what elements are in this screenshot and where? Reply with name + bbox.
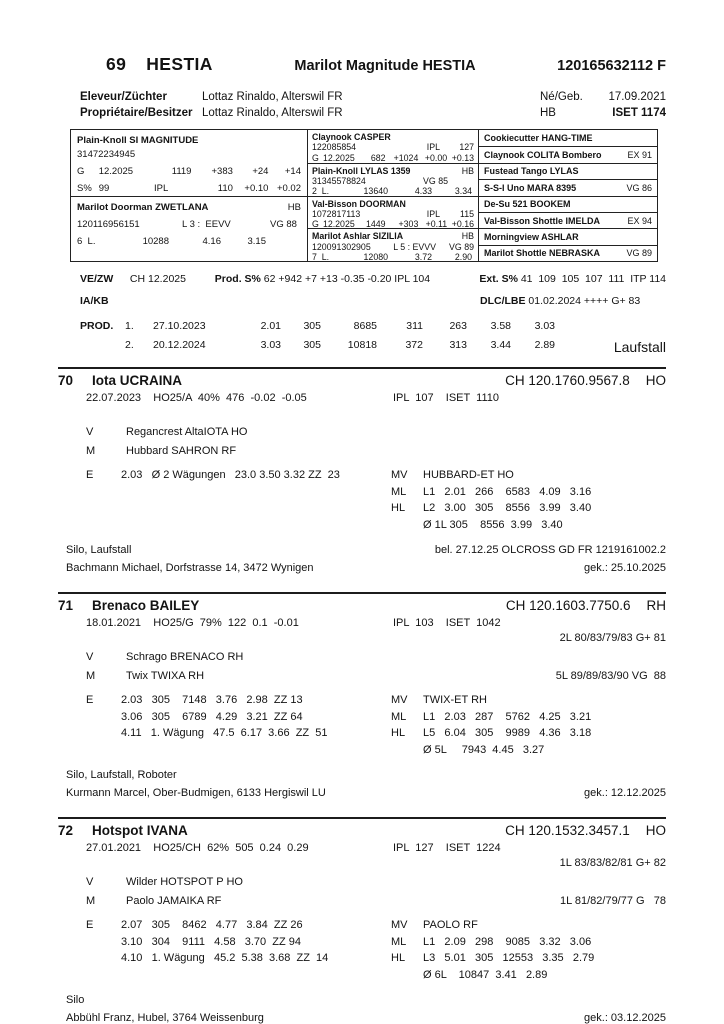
perf-label: ML xyxy=(391,485,407,498)
sire-row xyxy=(86,875,666,890)
perf-label: HL xyxy=(391,502,406,514)
perf-label: HL xyxy=(391,952,406,964)
animal-full-name: Marilot Magnitude HESTIA xyxy=(294,58,476,74)
gp-cell: 12080 xyxy=(363,251,388,262)
perf-row xyxy=(86,709,391,726)
prod-rows xyxy=(125,317,555,355)
prod-section-label: PROD. xyxy=(80,320,114,332)
perf-values: 2.03 305 7148 3.76 2.98 ZZ 13 xyxy=(121,694,303,706)
catalog-entry-72 xyxy=(58,819,666,1024)
dam-hb-flag: HB xyxy=(287,201,301,213)
gp-cell: +0.00 xyxy=(424,152,448,163)
sire-g-cell: G xyxy=(77,166,85,177)
perf-label: E xyxy=(86,694,94,706)
gp-values-row xyxy=(312,219,474,229)
owner-row xyxy=(80,105,343,121)
ggp-row xyxy=(479,212,657,228)
own-performance xyxy=(86,917,391,983)
ggp-rating: EX 91 xyxy=(627,150,652,161)
dam-prod-cell: 4.16 xyxy=(202,235,221,247)
gp-lact-class: L 5 : EVVV xyxy=(393,241,436,252)
perf-row xyxy=(391,500,591,517)
sire-name: Wilder HOTSPOT P HO xyxy=(126,876,243,888)
prod-cell: 2.01 xyxy=(260,320,281,332)
entry-number: 72 xyxy=(58,823,74,838)
entry-ipl-iset: IPL 127 ISET 1224 xyxy=(393,842,501,854)
perf-label xyxy=(86,950,121,967)
perf-values: 3.06 305 6789 4.29 3.21 ZZ 64 xyxy=(121,710,303,723)
iakb-label: IA/KB xyxy=(80,295,109,307)
gp-hb-flag: HB xyxy=(461,231,474,242)
dam-prod-cell: 10288 xyxy=(142,235,169,247)
pedigree-parents-column xyxy=(71,130,307,261)
gp-cell: 12.2025 xyxy=(322,152,355,163)
prod-cell: 1. xyxy=(125,320,134,332)
sire-row xyxy=(86,425,666,440)
catalog-entry-71 xyxy=(58,594,666,805)
gp-number: 122085854 xyxy=(312,142,357,153)
sire-label: V xyxy=(86,651,94,663)
gp-cell: 2.90 xyxy=(454,251,472,262)
gp-name: Val-Bisson DOORMAN xyxy=(312,198,406,209)
breeder-label: Eleveur/Züchter xyxy=(80,91,167,103)
gp-cell: 4.33 xyxy=(414,186,432,197)
dlc-value-string: 01.02.2024 ++++ G+ 83 xyxy=(525,295,641,307)
prod-cell: 2.89 xyxy=(534,339,555,351)
pedigree-greatgrandparents-column xyxy=(479,130,657,261)
sire-s-cell: 110 xyxy=(217,183,233,194)
entry-id-group xyxy=(505,823,666,838)
iakb-row xyxy=(80,294,666,309)
dam-performance xyxy=(391,692,591,758)
dlc-values xyxy=(480,294,640,309)
prod-cell: 8685 xyxy=(353,320,377,332)
gp-name: Claynook CASPER xyxy=(312,132,391,142)
ggp-row xyxy=(479,228,657,244)
perf-label: MV xyxy=(391,469,408,481)
sire-row xyxy=(86,650,666,665)
dam-row xyxy=(86,444,666,459)
perf-values: L1 2.01 266 6583 4.09 3.16 xyxy=(423,485,592,498)
entry-housing: Silo, Laufstall, Roboter xyxy=(66,769,177,781)
entry-detail-row xyxy=(86,615,666,631)
grandparent-box-dam-sire xyxy=(308,196,478,229)
prod-values xyxy=(215,272,480,287)
gp-ipl-label: IPL xyxy=(426,208,440,219)
perf-values: 3.10 304 9111 4.58 3.70 ZZ 94 xyxy=(121,935,301,948)
ggp-row xyxy=(479,146,657,162)
entry-lactation-score: 2L 80/83/79/83 G+ 81 xyxy=(559,632,666,644)
breeding-values-section xyxy=(80,272,666,309)
life-number: 120165632112 F xyxy=(557,58,666,74)
own-performance xyxy=(86,692,391,758)
grandparent-box-sire-sire xyxy=(308,130,478,163)
entry-id: CH 120.1760.9567.8 xyxy=(505,373,630,388)
dam-name-row xyxy=(77,201,301,215)
perf-label: ML xyxy=(391,710,407,723)
breeder-info-block xyxy=(80,89,666,121)
own-performance xyxy=(86,467,391,533)
gp-cell: 3.34 xyxy=(454,186,472,197)
gp-values-row xyxy=(312,153,474,163)
gp-name: Marilot Ashlar SIZILIA xyxy=(312,231,404,242)
perf-row xyxy=(391,484,591,501)
gp-cell: +0.11 xyxy=(425,219,448,230)
entry-bred-info: bel. 27.12.25 OLCROSS GD FR 1219161002.2 xyxy=(434,544,666,556)
entry-id: CH 120.1532.3457.1 xyxy=(505,823,630,838)
entry-name: Brenaco BAILEY xyxy=(92,598,200,613)
herdbook-row xyxy=(540,105,666,121)
ggp-name: S-S-I Uno MARA 8395 xyxy=(484,182,577,193)
entry-owner: Kurmann Marcel, Ober-Budmigen, 6133 Hergiswil LU xyxy=(66,787,326,799)
lot-title xyxy=(106,54,213,75)
gp-rating: VG 89 xyxy=(449,241,474,252)
animal-short-name: HESTIA xyxy=(146,54,213,74)
prod-cell: 2. xyxy=(125,339,134,351)
sire-g-cell: +24 xyxy=(252,166,269,177)
ggp-name: Fustead Tango LYLAS xyxy=(484,166,579,177)
perf-values: Ø 5L 7943 4.45 3.27 xyxy=(423,743,545,756)
gp-cell: 13640 xyxy=(363,186,388,197)
prod-value-string: 62 +942 +7 +13 -0.35 -0.20 IPL 104 xyxy=(260,273,431,285)
entry-owner: Abbühl Franz, Hubel, 3764 Weissenburg xyxy=(66,1012,264,1024)
entry-name: Hotspot IVANA xyxy=(92,823,188,838)
performance-block xyxy=(86,692,666,758)
gp-cell: 682 xyxy=(370,152,386,163)
breeder-value: Lottaz Rinaldo, Alterswil FR xyxy=(202,91,343,103)
perf-values: HUBBARD-ET HO xyxy=(423,469,514,481)
owner-row xyxy=(66,560,666,580)
prod-cell: 263 xyxy=(449,320,467,332)
perf-row xyxy=(86,950,391,967)
entry-id-group xyxy=(505,373,666,388)
prod-cell: 27.10.2023 xyxy=(153,320,206,332)
perf-values: 4.11 1. Wägung 47.5 6.17 3.66 ZZ 51 xyxy=(121,727,328,739)
breeder-row xyxy=(80,89,343,105)
sire-g-cell: +383 xyxy=(211,166,233,177)
prod-cell: 3.03 xyxy=(534,320,555,332)
born-label: Né/Geb. xyxy=(540,91,583,103)
entry-header xyxy=(58,373,666,388)
perf-values: L5 6.04 305 9989 4.36 3.18 xyxy=(423,727,592,739)
perf-label xyxy=(391,967,423,984)
perf-row xyxy=(391,467,591,484)
performance-block xyxy=(86,917,666,983)
dam-lact-class: L 3 : EEVV xyxy=(182,218,231,230)
perf-row xyxy=(391,725,591,742)
entry-owner: Bachmann Michael, Dorfstrasse 14, 3472 Wynigen xyxy=(66,562,314,574)
dam-id-row xyxy=(77,218,301,232)
perf-label: MV xyxy=(391,919,408,931)
perf-values: Ø 6L 10847 3.41 2.89 xyxy=(423,968,548,981)
ggp-row xyxy=(479,179,657,195)
entry-calved-date: gek.: 03.12.2025 xyxy=(584,1012,666,1024)
prod-cell: 10818 xyxy=(347,339,377,351)
hb-label: HB xyxy=(540,107,556,119)
perf-values: PAOLO RF xyxy=(423,919,478,931)
entry-detail-values: 22.07.2023 HO25/A 40% 476 -0.02 -0.05 xyxy=(86,392,307,404)
sire-g-cell: 12.2025 xyxy=(98,166,134,177)
entry-number: 70 xyxy=(58,373,74,388)
gp-rating: VG 85 xyxy=(423,176,448,187)
entry-breed: HO xyxy=(645,823,666,838)
perf-row xyxy=(391,950,594,967)
prod-cell: 3.03 xyxy=(260,339,281,351)
dam-score: 5L 89/89/83/90 VG 88 xyxy=(555,670,666,682)
owner-row xyxy=(66,785,666,805)
gp-ipl-value: 127 xyxy=(459,142,474,153)
dam-label: M xyxy=(86,895,96,907)
gp-cell: +0.16 xyxy=(451,219,474,230)
ggp-row xyxy=(479,196,657,212)
ggp-name: Val-Bisson Shottle IMELDA xyxy=(484,215,601,226)
ggp-rating: VG 89 xyxy=(626,248,652,259)
birth-row xyxy=(540,89,666,105)
ggp-name: Cookiecutter HANG-TIME xyxy=(484,133,593,144)
perf-label: ML xyxy=(391,935,407,948)
gp-cell: +303 xyxy=(398,219,419,230)
gp-cell: +0.13 xyxy=(451,152,474,163)
entry-id-group xyxy=(506,598,666,613)
ext-value-string: 41 109 105 107 111 ITP 114 xyxy=(517,273,666,285)
ggp-name: Marilot Shottle NEBRASKA xyxy=(484,248,601,259)
dam-prod-row xyxy=(77,235,301,249)
perf-values: L2 3.00 305 8556 3.99 3.40 xyxy=(423,502,592,514)
perf-row xyxy=(391,709,591,726)
gp-ipl-value: 115 xyxy=(459,208,474,219)
dam-name: Marilot Doorman ZWETLANA xyxy=(77,201,209,213)
perf-row xyxy=(391,967,594,984)
entry-calved-date: gek.: 25.10.2025 xyxy=(584,562,666,574)
gp-values-row xyxy=(312,186,474,196)
gp-cell: G xyxy=(312,152,319,163)
born-date: 17.09.2021 xyxy=(608,91,666,103)
gp-number: 120091302905 xyxy=(312,241,371,252)
perf-label xyxy=(86,709,121,726)
prod-row-1 xyxy=(125,317,555,336)
perf-row xyxy=(391,934,594,951)
perf-row xyxy=(86,725,391,742)
pedigree-grandparents-column xyxy=(307,130,479,261)
pedigree-table xyxy=(70,129,658,262)
prod-cell: 372 xyxy=(405,339,423,351)
perf-values: L3 5.01 305 12553 3.35 2.79 xyxy=(423,952,595,964)
perf-row xyxy=(86,934,391,951)
ggp-rating: EX 94 xyxy=(627,215,652,226)
prod-cell: 313 xyxy=(449,339,467,351)
housing-row xyxy=(66,543,666,558)
sire-g-cell: +14 xyxy=(284,166,301,177)
dam-number: 120116956151 xyxy=(77,218,140,230)
dam-name: Hubbard SAHRON RF xyxy=(126,445,237,457)
sire-s-cell: +0.02 xyxy=(276,183,301,194)
perf-values: L1 2.03 287 5762 4.25 3.21 xyxy=(423,710,592,723)
gp-name: Plain-Knoll LYLAS 1359 xyxy=(312,165,411,176)
entry-id: CH 120.1603.7750.6 xyxy=(505,598,631,613)
entry-name: Iota UCRAINA xyxy=(92,373,182,388)
sire-s-cell: IPL xyxy=(153,183,169,194)
sire-name: Plain-Knoll SI MAGNITUDE xyxy=(77,135,199,146)
entry-header xyxy=(58,823,666,838)
gp-cell: 12.2025 xyxy=(322,219,355,230)
sire-s-row xyxy=(77,182,301,196)
ggp-name: De-Su 521 BOOKEM xyxy=(484,199,571,210)
gp-number: 31345578824 xyxy=(312,176,366,187)
housing-row xyxy=(66,993,666,1008)
dam-label: M xyxy=(86,670,96,682)
prod-label: Prod. S% xyxy=(214,273,261,285)
perf-label: HL xyxy=(391,727,406,739)
gp-cell: 1449 xyxy=(365,219,386,230)
gp-id-row xyxy=(312,176,474,186)
perf-label: E xyxy=(86,919,94,931)
owner-row xyxy=(66,1010,666,1024)
prod-cell: 3.44 xyxy=(490,339,511,351)
owner-label: Propriétaire/Besitzer xyxy=(80,107,193,119)
gp-cell: +1024 xyxy=(393,152,419,163)
ext-values xyxy=(479,272,666,287)
perf-values: 2.03 Ø 2 Wägungen 23.0 3.50 3.32 ZZ 23 xyxy=(121,469,340,481)
ggp-name: Morningview ASHLAR xyxy=(484,231,579,242)
entry-housing: Silo, Laufstall xyxy=(66,544,132,556)
ext-label: Ext. S% xyxy=(479,273,518,285)
vezw-row xyxy=(80,272,666,287)
gp-cell: 7 L. xyxy=(312,251,330,262)
entry-detail-row xyxy=(86,840,666,856)
perf-values: Ø 1L 305 8556 3.99 3.40 xyxy=(423,518,563,531)
dam-prod-cell: 3.15 xyxy=(247,235,266,247)
dam-row xyxy=(86,894,666,909)
ggp-row xyxy=(479,163,657,179)
gp-id-row xyxy=(312,142,474,152)
dam-performance xyxy=(391,917,594,983)
owner-value: Lottaz Rinaldo, Alterswil FR xyxy=(202,107,343,119)
entry-breed: HO xyxy=(645,373,666,388)
dam-name: Paolo JAMAIKA RF xyxy=(126,895,222,907)
vezw-label: VE/ZW xyxy=(80,273,114,285)
dam-name: Twix TWIXA RH xyxy=(126,670,205,682)
sire-name: Schrago BRENACO RH xyxy=(126,651,244,663)
entry-ipl-iset: IPL 103 ISET 1042 xyxy=(393,617,501,629)
prod-cell: 311 xyxy=(406,320,423,332)
dam-row xyxy=(86,669,666,684)
entry-detail-values: 27.01.2021 HO25/CH 62% 505 0.24 0.29 xyxy=(86,842,309,854)
prod-cell: 20.12.2024 xyxy=(153,339,206,351)
perf-row xyxy=(391,917,594,934)
entry-calved-date: gek.: 12.12.2025 xyxy=(584,787,666,799)
sire-s-cell: +0.10 xyxy=(244,183,269,194)
dam-performance xyxy=(391,467,591,533)
entry-breed: RH xyxy=(646,598,666,613)
entry-detail-row xyxy=(86,390,666,406)
grandparent-box-sire-dam xyxy=(308,163,478,196)
production-section xyxy=(80,317,666,355)
sire-name: Regancrest AltaIOTA HO xyxy=(126,426,248,438)
gp-ipl-label: IPL xyxy=(426,142,440,153)
gp-id-row xyxy=(312,242,474,252)
sire-number: 31472234945 xyxy=(77,149,136,160)
perf-values: L1 2.09 298 9085 3.32 3.06 xyxy=(423,935,592,948)
dam-rating: VG 88 xyxy=(270,218,297,230)
dam-score: 1L 81/82/79/77 G 78 xyxy=(559,895,666,907)
ggp-row xyxy=(479,130,657,146)
housing-row xyxy=(66,768,666,783)
ggp-name: Claynook COLITA Bombero xyxy=(484,150,602,161)
sire-s-cell: 99 xyxy=(98,183,110,194)
gp-cell: 3.72 xyxy=(414,251,432,262)
gp-values-row xyxy=(312,252,474,262)
vezw-value: CH 12.2025 xyxy=(129,273,186,285)
prod-cell: 305 xyxy=(303,320,321,332)
sire-box xyxy=(71,130,307,196)
perf-row xyxy=(391,517,591,534)
grandparent-box-dam-dam xyxy=(308,228,478,261)
perf-row xyxy=(86,692,391,709)
perf-label: MV xyxy=(391,694,408,706)
housing-type-label: Laufstall xyxy=(613,339,666,355)
entry-housing: Silo xyxy=(66,994,85,1006)
perf-values: 2.07 305 8462 4.77 3.84 ZZ 26 xyxy=(121,919,303,931)
entry-header xyxy=(58,598,666,613)
dam-prod-cell: 6 L. xyxy=(77,235,96,247)
gp-hb-flag: HB xyxy=(461,165,474,176)
prod-row-2 xyxy=(125,336,555,355)
entry-ipl-iset: IPL 107 ISET 1110 xyxy=(393,392,499,404)
gp-number: 1072817113 xyxy=(312,208,361,219)
breeder-owner-rows xyxy=(80,89,343,121)
perf-label: E xyxy=(86,469,94,481)
perf-label xyxy=(86,725,121,742)
sire-g-row xyxy=(77,165,301,179)
dlc-label: DLC/LBE xyxy=(480,295,526,307)
perf-values: TWIX-ET RH xyxy=(423,694,487,706)
gp-cell: G xyxy=(312,219,319,230)
gp-id-row xyxy=(312,209,474,219)
entry-lactation-score: 1L 83/83/82/81 G+ 82 xyxy=(559,857,666,869)
ggp-row xyxy=(479,245,657,261)
sire-g-cell: 1119 xyxy=(171,166,192,177)
perf-row xyxy=(86,917,391,934)
entry-detail-values: 18.01.2021 HO25/G 79% 122 0.1 -0.01 xyxy=(86,617,299,629)
perf-row xyxy=(86,467,391,484)
prod-cell: 305 xyxy=(303,339,321,351)
perf-row xyxy=(391,692,591,709)
lot-number: 69 xyxy=(106,54,127,74)
sire-label: V xyxy=(86,426,94,438)
dam-label: M xyxy=(86,445,96,457)
sire-label: V xyxy=(86,876,94,888)
ggp-rating: VG 86 xyxy=(626,182,652,193)
perf-label xyxy=(391,517,423,534)
gp-cell: 2 L. xyxy=(312,186,330,197)
perf-row xyxy=(391,742,591,759)
perf-label xyxy=(391,742,423,759)
perf-values: 4.10 1. Wägung 45.2 5.38 3.68 ZZ 14 xyxy=(121,952,329,964)
dam-box xyxy=(71,196,307,262)
entry-lactation-score xyxy=(58,406,666,421)
catalog-entry-70 xyxy=(58,369,666,580)
page-header xyxy=(58,54,666,75)
entry-number: 71 xyxy=(58,598,74,613)
birth-info xyxy=(540,89,666,121)
performance-block xyxy=(86,467,666,533)
iset-value: ISET 1174 xyxy=(612,107,666,119)
sire-s-cell: S% xyxy=(77,183,92,194)
prod-cell: 3.58 xyxy=(490,320,511,332)
gp-spacer xyxy=(448,176,474,186)
perf-label xyxy=(86,934,121,951)
